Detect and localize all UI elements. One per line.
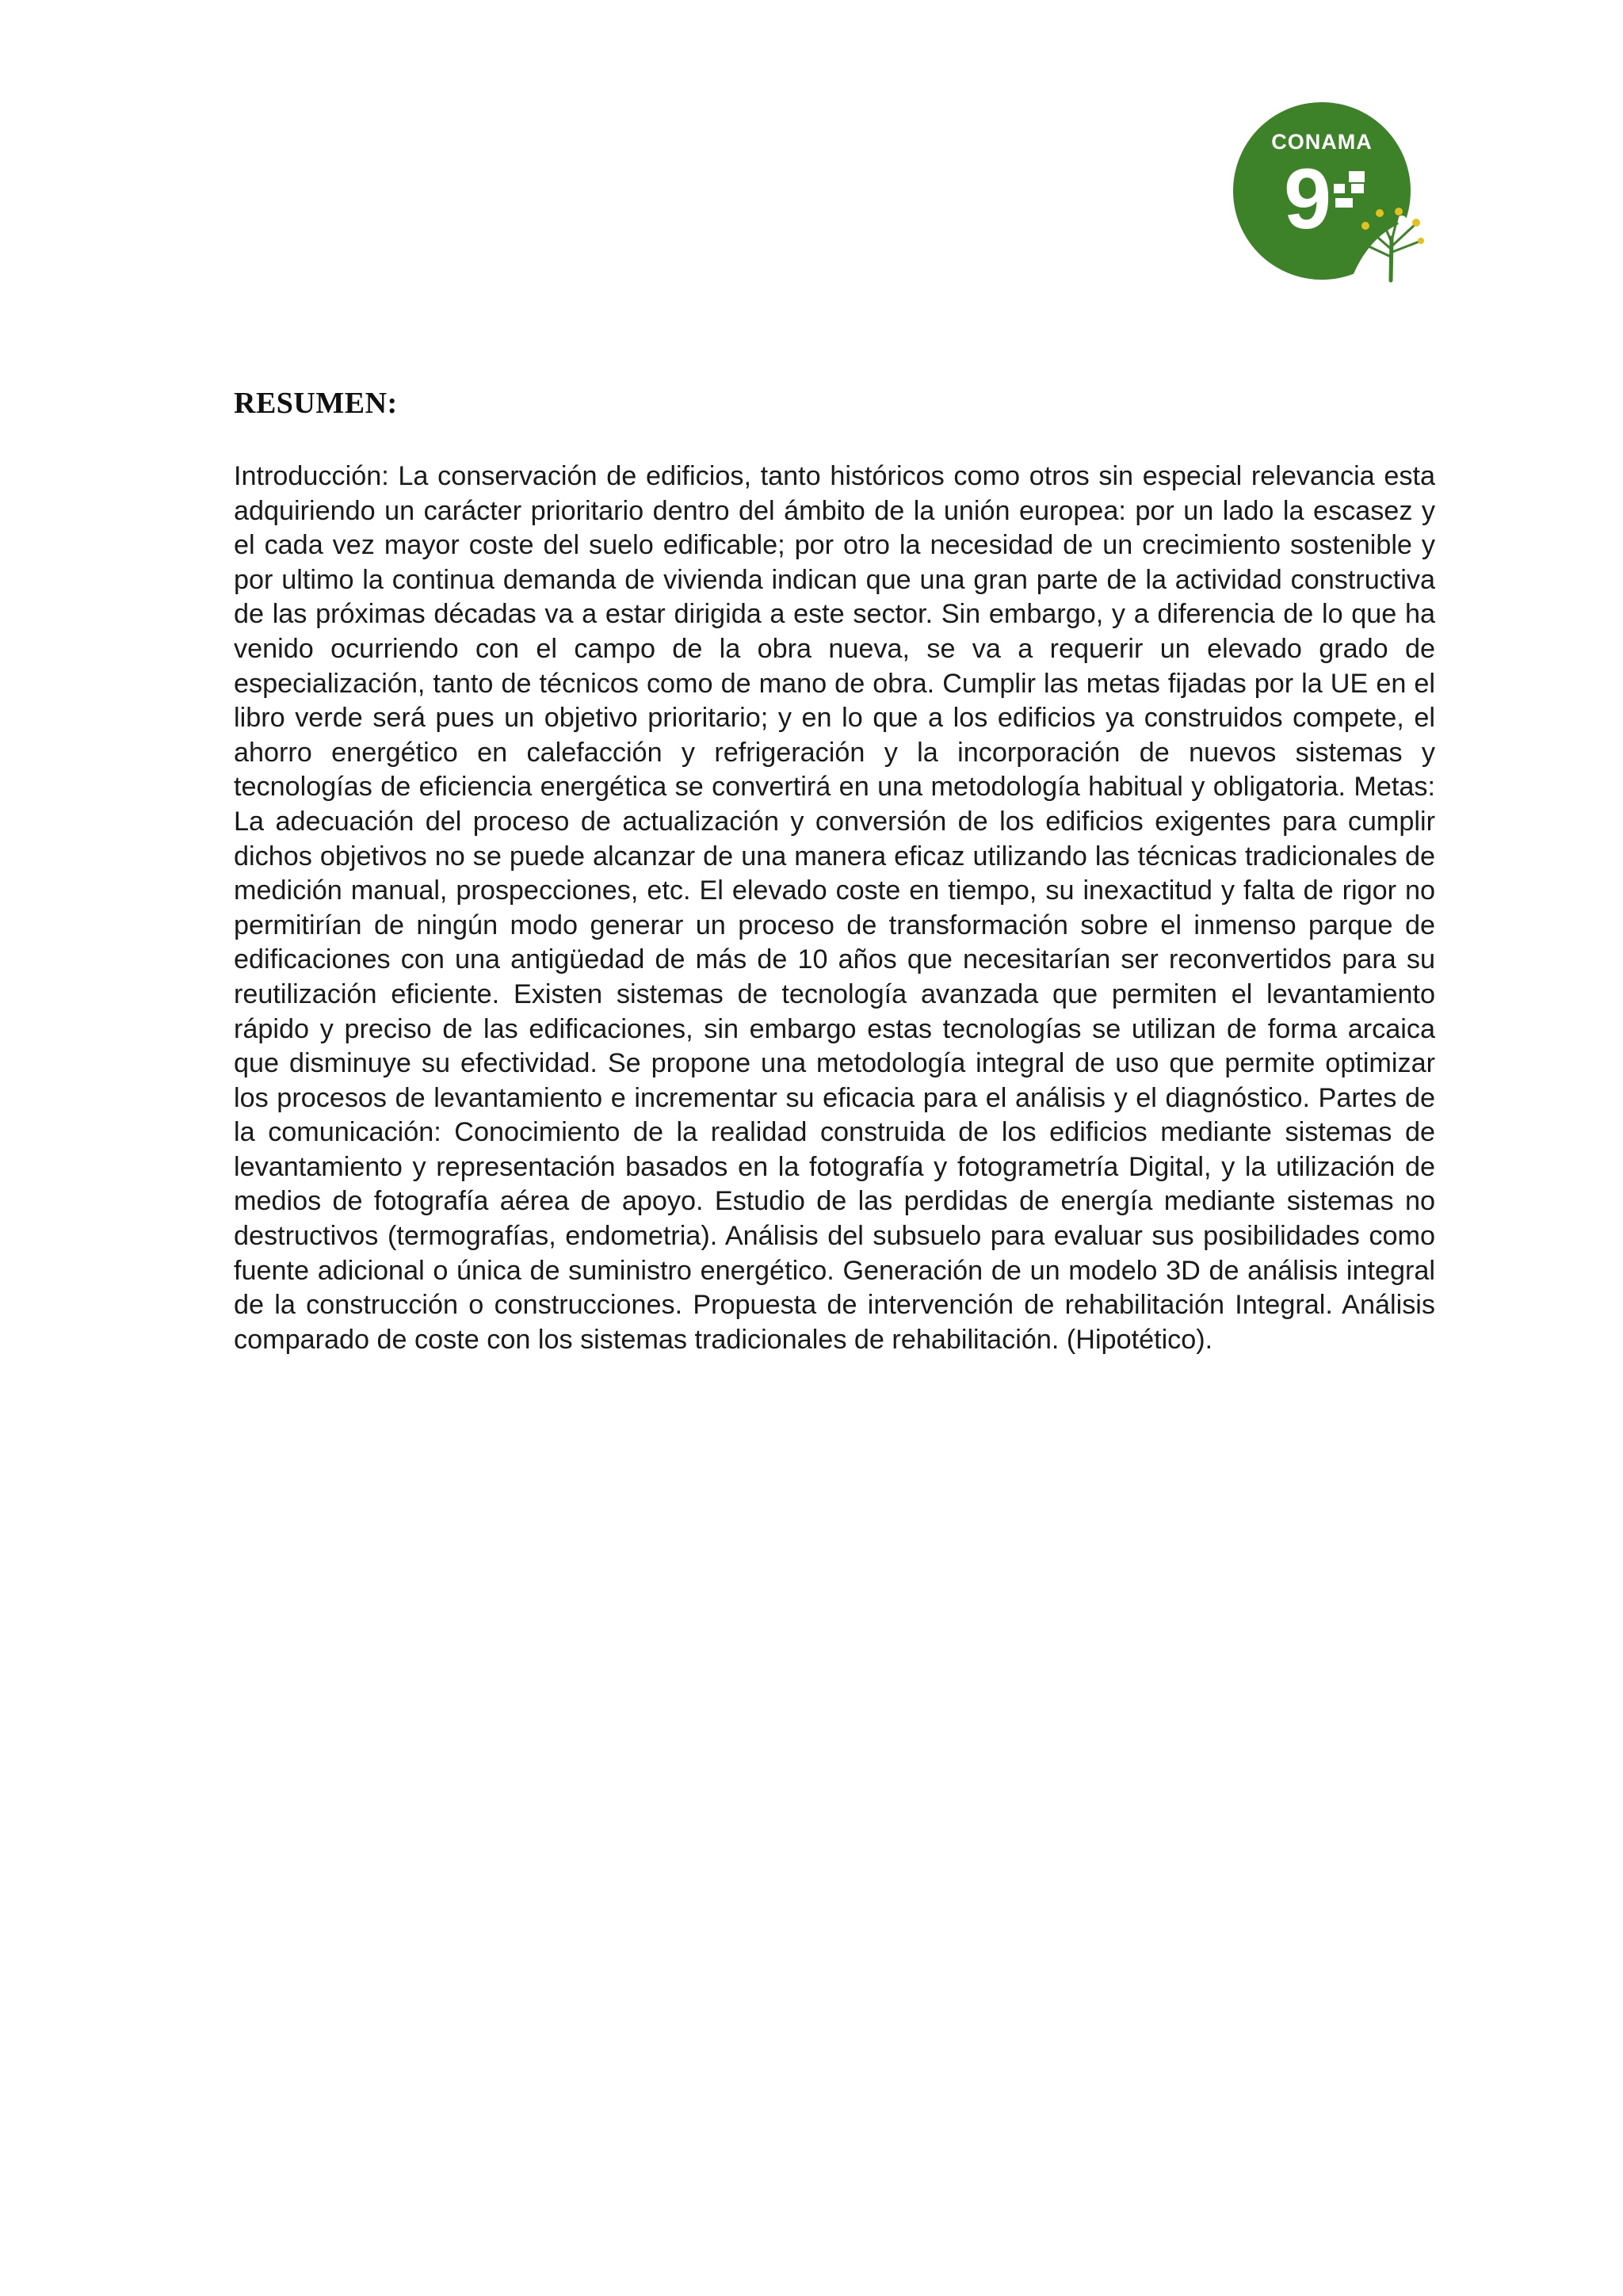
logo-number: 9 [1283,151,1332,246]
conama-logo [1232,101,1438,284]
abstract-paragraph: Introducción: La conservación de edificios, tanto históricos como otros sin especial relevancia esta adquiriendo un carácter prioritario dentro del ámbito de la unión europea: por un lado la escasez y el cada vez mayor coste del suelo edificable; por otro la necesidad de un crecimiento sostenible y por ultimo la continua demanda de vivienda indican que una gran parte de la actividad constructiva de las próximas décadas va a estar dirigida a este sector. Sin embargo, y a diferencia de lo que ha venido ocurriendo con el campo de la obra nueva, se va a requerir un elevado grado de especialización, tanto de técnicos como de mano de obra. Cumplir las metas fijadas por la UE en el libro verde será pues un objetivo prioritario; y en lo que a los edificios ya construidos compete, el ahorro energético en calefacción y refrigeración y la incorporación de nuevos sistemas y tecnologías de eficiencia energética se convertirá en una metodología habitual y obligatoria. Metas: La adecuación del proceso de actualización y conversión de los edificios exigentes para cumplir dichos objetivos no se puede alcanzar de una manera eficaz utilizando las técnicas tradicionales de medición manual, prospecciones, etc. El elevado coste en tiempo, su inexactitud y falta de rigor no permitirían de ningún modo generar un proceso de transformación sobre el inmenso parque de edificaciones con una antigüedad de más de 10 años que necesitarían ser reconvertidos para su reutilización eficiente. Existen sistemas de tecnología avanzada que permiten el levantamiento rápido y preciso de las edificaciones, sin embargo estas tecnologías se utilizan de forma arcaica que disminuye su efectividad. Se propone una metodología integral de uso que permite optimizar los procesos de levantamiento e incrementar su eficacia para el análisis y el diagnóstico. Partes de la comunicación: Conocimiento de la realidad construida de los edificios mediante sistemas de levantamiento y representación basados en la fotografía y fotogrametría Digital, y la utilización de medios de fotografía aérea de apoyo. Estudio de las perdidas de energía mediante sistemas no destructivos (termografías, endometria). Análisis del subsuelo para evaluar sus posibilidades como fuente adicional o única de suministro energético. Generación de un modelo 3D de análisis integral de la construcción o construcciones. Propuesta de intervención de rehabilitación Integral. Análisis comparado de coste con los sistemas tradicionales de rehabilitación. (Hipotético). [234,461,1435,1355]
logo-text: CONAMA [1271,130,1373,154]
section-heading: RESUMEN: [234,387,398,420]
